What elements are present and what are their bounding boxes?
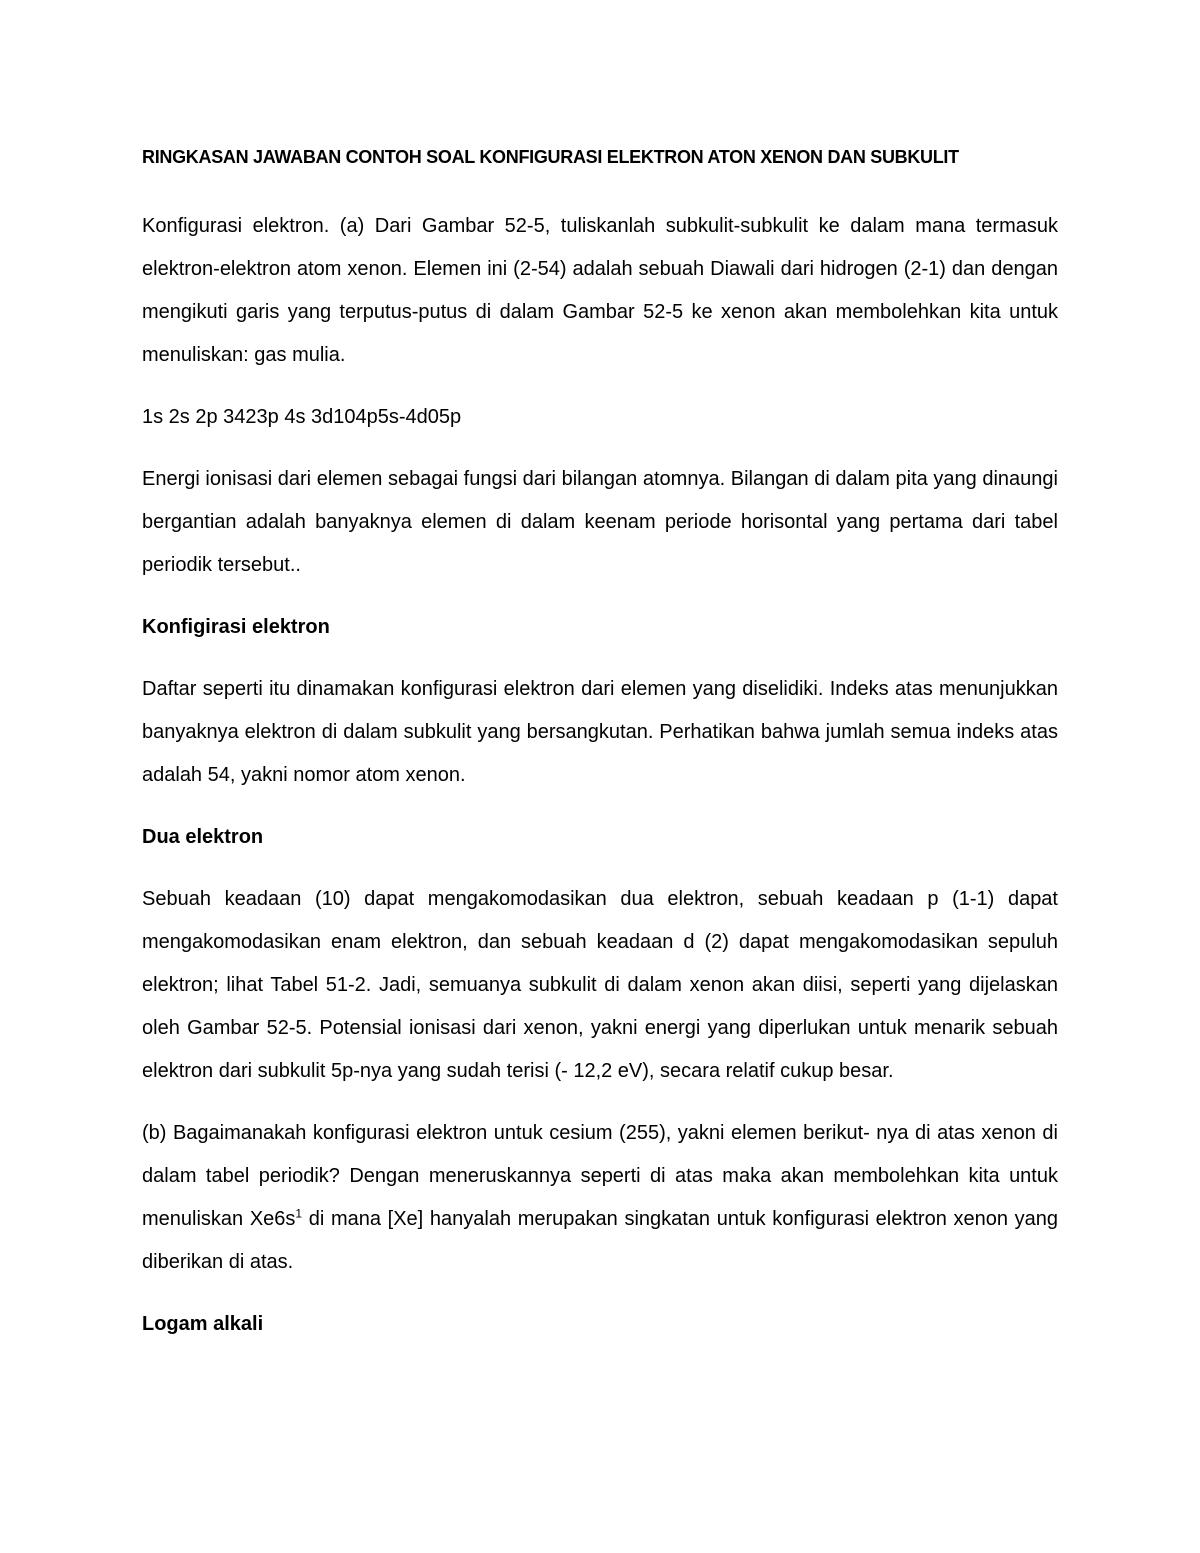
paragraph-keadaan-subkulit: Sebuah keadaan (10) dapat mengakomodasikan dua elektron, sebuah keadaan p (1-1) dapat mengakomodasikan enam elektron, dan sebuah keadaan d (2) dapat mengakomodasikan sepuluh elektron; lihat Tabel 51-2. Jadi, semuanya subkulit di dalam xenon akan diisi, seperti yang dijelaskan oleh Gambar 52-5. Potensial ionisasi dari xenon, yakni energi yang diperlukan untuk menarik sebuah elektron dari subkulit 5p-nya yang sudah terisi (- 12,2 eV), secara relatif cukup besar.: [142, 888, 1058, 1082]
heading-dua-elektron: Dua elektron: [142, 826, 264, 848]
cesium-text-start: (b) Bagaimanakah konfigurasi elektron untuk cesium (255), yakni elemen berikut- nya di atas xenon di dalam tabel periodik? Dengan meneruskannya seperti di atas maka akan membolehkan kita untuk menuliskan Xe6s: [142, 1122, 1058, 1230]
document-title: RINGKASAN JAWABAN CONTOH SOAL KONFIGURASI ELEKTRON ATON XENON DAN SUBKULIT: [142, 147, 959, 167]
paragraph-daftar-konfigurasi: Daftar seperti itu dinamakan konfigurasi elektron dari elemen yang diselidiki. Indeks atas menunjukkan banyaknya elektron di dalam subkulit yang bersangkutan. Perhatikan bahwa jumlah semua indeks atas adalah 54, yakni nomor atom xenon.: [142, 678, 1058, 786]
heading-konfigirasi-elektron: Konfigirasi elektron: [142, 616, 330, 638]
cesium-text-end: di mana [Xe] hanyalah merupakan singkatan untuk konfigurasi elektron xenon yang diberikan di atas.: [142, 1208, 1058, 1273]
paragraph-energi-ionisasi: Energi ionisasi dari elemen sebagai fungsi dari bilangan atomnya. Bilangan di dalam pita yang dinaungi bergantian adalah banyaknya elemen di dalam keenam periode horisontal yang pertama dari tabel periodik tersebut..: [142, 468, 1058, 576]
superscript-1: 1: [295, 1206, 303, 1221]
paragraph-electron-configuration-formula: 1s 2s 2p 3423p 4s 3d104p5s-4d05p: [142, 406, 462, 428]
document-body: [142, 143, 1058, 1365]
paragraph-cesium-question: [142, 1112, 1058, 1284]
paragraph-konfigurasi-intro: Konfigurasi elektron. (a) Dari Gambar 52-5, tuliskanlah subkulit-subkulit ke dalam mana termasuk elektron-elektron atom xenon. Elemen ini (2-54) adalah sebuah Diawali dari hidrogen (2-1) dan dengan mengikuti garis yang terputus-putus di dalam Gambar 52-5 ke xenon akan membolehkan kita untuk menuliskan: gas mulia.: [142, 215, 1058, 366]
heading-logam-alkali: Logam alkali: [142, 1313, 264, 1335]
